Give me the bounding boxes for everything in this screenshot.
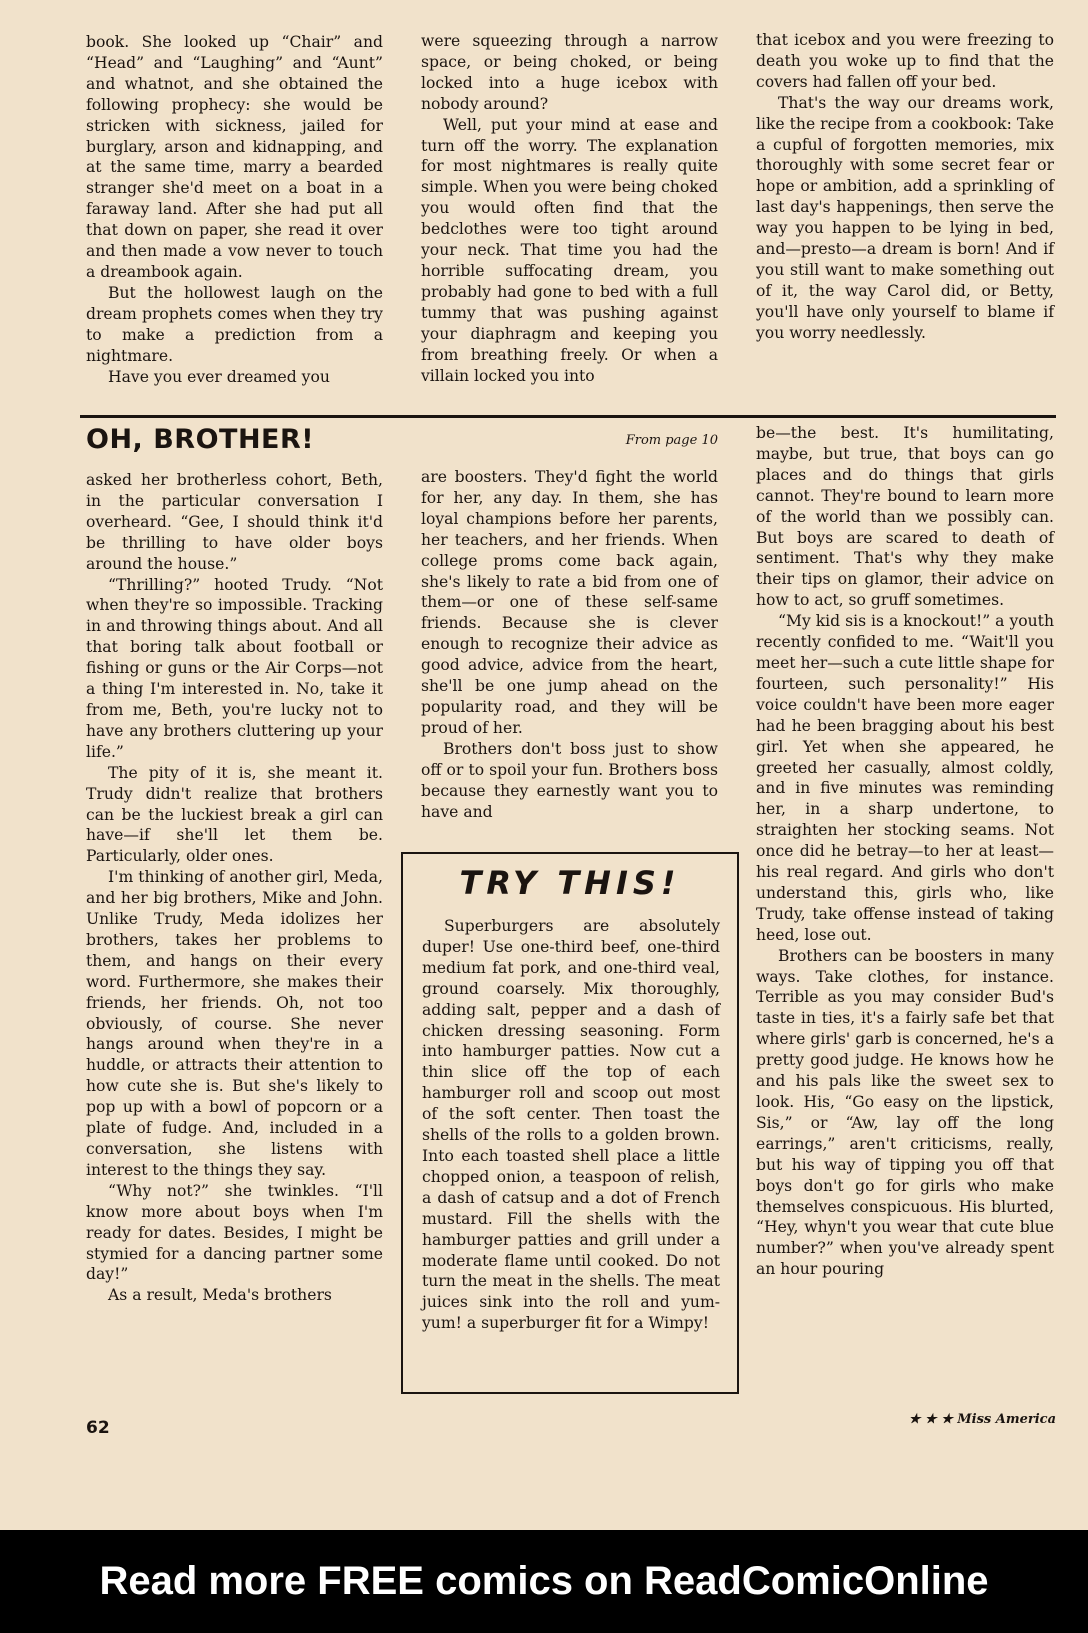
paragraph: I'm thinking of another girl, Meda, and her big brothers, Mike and John. Unlike Trudy, Meda idolizes her brothers, takes her problems to them, and hangs on their every word. Furthermore, she makes their friends, her friends. Oh, not too obviously, of course. She never hangs around when they're in a huddle, or attracts their attention to how cute she is. But she's likely to pop up with a bowl of popcorn or a plate of fudge. And, included in a conversation, she listens with interest to the things they say.	[86, 868, 383, 1179]
paragraph: book. She looked up “Chair” and “Head” and “Laughing” and “Aunt” and whatnot, and she obtained the following prophecy: she would be stricken with sickness, jailed for burglary, arson and kidnapping, and at the same time, marry a bearded stranger she'd meet on a boat in a faraway land. After she had put all that down on paper, she read it over and then made a vow never to touch a dreambook again.	[86, 33, 383, 281]
article-column-2	[421, 467, 718, 822]
page-number: 62	[86, 1418, 110, 1438]
recipe-text: Superburgers are absolutely duper! Use one-third beef, one-third medium fat pork, and one-third veal, ground coarsely. Mix thoroughly, adding salt, pepper and a dash of chicken dressing seasoning. Form into hamburger patties. Now cut a thin slice off the top of each hamburger roll and scoop out most of the soft center. Then toast the shells of the rolls to a golden brown. Into each toasted shell place a little chopped onion, a teaspoon of relish, a dash of catsup and a dot of French mustard. Fill the shells with the hamburger patties and grill under a moderate flame until cooked. Do not turn the meat in the shells. The meat juices sink into the roll and yum-yum! a superburger fit for a Wimpy!	[422, 917, 720, 1333]
paragraph: “My kid sis is a knockout!” a youth recently confided to me. “Wait'll you meet her—such a cute little shape for fourteen, such personality!” His voice couldn't have been more eager had he been bragging about his best girl. Yet when she appeared, he greeted her casually, almost coldly, and in five minutes was reminding her, in a sharp undertone, to straighten her stocking seams. Not once did he betray—to her at least—his real regard. And girls who don't understand this, girls who, like Trudy, take offense instead of taking heed, lose out.	[756, 612, 1054, 944]
paragraph: As a result, Meda's brothers	[108, 1286, 332, 1305]
paragraph: Well, put your mind at ease and turn off the worry. The explanation for most nightmares is really quite simple. When you were being choked you would often find that the bedclothes were too tight around your neck. That time you had the horrible suffocating dream, you probably had gone to bed with a full tummy that was pushing against your diaphragm and keeping you from breathing freely. Or when a villain locked you into	[421, 115, 718, 385]
article-headline: OH, BROTHER!	[86, 424, 315, 455]
top-column-3	[756, 30, 1054, 344]
magazine-credit: ★ ★ ★ Miss America	[908, 1412, 1056, 1427]
paragraph: were squeezing through a narrow space, or being choked, or being locked into a huge icebox with nobody around?	[421, 32, 718, 113]
paragraph: That's the way our dreams work, like the recipe from a cookbook: Take a cupful of forgotten memories, mix thoroughly with some secret fear or hope or ambition, add a sprinkling of last day's happenings, then serve the way you happen to be lying in bed, and—presto—a dream is born! And if you still want to make something out of it, the way Carol did, or Betty, you'll have only yourself to blame if you worry needlessly.	[756, 93, 1054, 342]
paragraph: But the hollowest laugh on the dream prophets comes when they try to make a prediction from a nightmare.	[86, 283, 383, 365]
continued-from-label: From page 10	[625, 433, 718, 448]
try-this-title: TRY THIS!	[459, 864, 681, 902]
paragraph: asked her brotherless cohort, Beth, in the particular conversation I overheard. “Gee, I should think it'd be thrilling to have older boys around the house.”	[86, 471, 383, 573]
top-column-1	[86, 32, 383, 387]
promo-banner[interactable]: Read more FREE comics on ReadComicOnline	[0, 1530, 1088, 1633]
article-column-3	[756, 423, 1054, 1280]
section-divider	[80, 415, 1056, 418]
paragraph: “Why not?” she twinkles. “I'll know more about boys when I'm ready for dates. Besides, I might be stymied for a dancing partner some day!”	[86, 1181, 383, 1284]
paragraph: Brothers can be boosters in many ways. Take clothes, for instance. Terrible as you may consider Bud's taste in ties, it's a fairly safe bet that where girls' garb is concerned, he's a pretty good judge. He knows how he and his pals like the sweet sex to look. His, “Go easy on the lipstick, Sis,” or “Aw, lay off the long earrings,” aren't criticisms, really, but his way of tipping you off that boys don't go for girls who make themselves conspicuous. His blurted, “Hey, whyn't you wear that cute blue number?” when you've already spent an hour pouring	[756, 946, 1054, 1279]
paragraph: Have you ever dreamed you	[108, 367, 330, 386]
try-this-box	[401, 852, 739, 1394]
article-column-1	[86, 470, 383, 1306]
paragraph: The pity of it is, she meant it. Trudy didn't realize that brothers can be the luckiest break a girl can have—if she'll let them be. Particularly, older ones.	[86, 763, 383, 866]
paragraph: be—the best. It's humilitating, maybe, but true, that boys can go places and do things that girls cannot. They're bound to learn more of the world than we possibly can. But boys are scared to death of sentiment. That's why they make their tips on glamor, their advice on how to act, so gruff sometimes.	[756, 424, 1054, 610]
paragraph: are boosters. They'd fight the world for her, any day. In them, she has loyal champions before her parents, her teachers, and her friends. When college proms come back again, she's likely to rate a bid from one of them—or one of these self-same friends. Because she is clever enough to recognize their advice as good advice, advice from the heart, she'll be one jump ahead on the popularity road, and they will be proud of her.	[421, 468, 718, 737]
paragraph: “Thrilling?” hooted Trudy. “Not when they're so impossible. Tracking in and throwing things about. And all that boring talk about football or fishing or guns or the Air Corps—not a thing I'm interested in. No, take it from me, Beth, you're lucky not to have any brothers cluttering up your life.”	[86, 575, 383, 761]
top-column-2	[421, 31, 718, 386]
paragraph: Brothers don't boss just to show off or to spoil your fun. Brothers boss because they earnestly want you to have and	[421, 739, 718, 821]
paragraph: that icebox and you were freezing to death you woke up to find that the covers had fallen off your bed.	[756, 31, 1054, 91]
